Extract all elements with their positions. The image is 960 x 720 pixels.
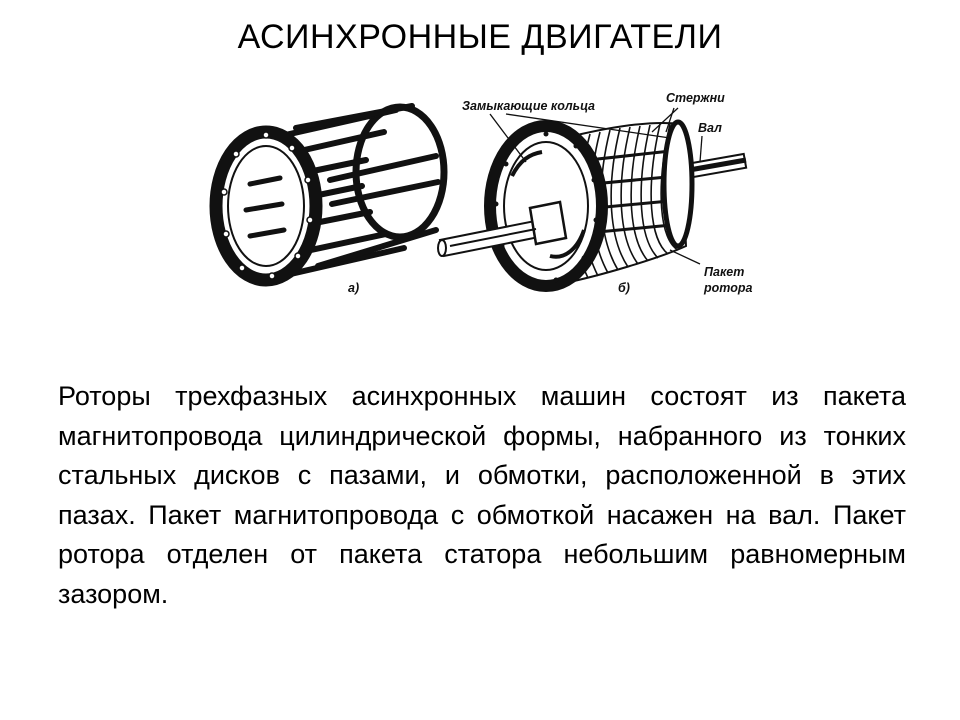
label-core-line2: ротора: [704, 281, 753, 295]
squirrel-cage-drawing: [216, 106, 444, 280]
label-core-line1: Пакет: [704, 265, 745, 279]
rotor-figure: [200, 80, 780, 308]
caption-b: б): [618, 281, 630, 295]
rotor-illustration: [200, 80, 780, 308]
description-paragraph: Роторы трехфазных асинхронных машин состоят из пакета магнитопровода цилиндрической формы, набранного из тонких стальных дисков с пазами, и обмотки, расположенной в этих пазах. Пакет магнитопровода с обмоткой насажен на вал. Пакет ротора отделен от пакета статора небольшим равномерным зазором.: [58, 381, 906, 609]
label-bars: Стержни: [666, 91, 725, 105]
page-title: АСИНХРОННЫЕ ДВИГАТЕЛИ: [237, 18, 723, 56]
label-shaft: Вал: [698, 121, 722, 135]
caption-a: а): [348, 281, 360, 295]
label-end-rings: Замыкающие кольца: [462, 99, 595, 113]
